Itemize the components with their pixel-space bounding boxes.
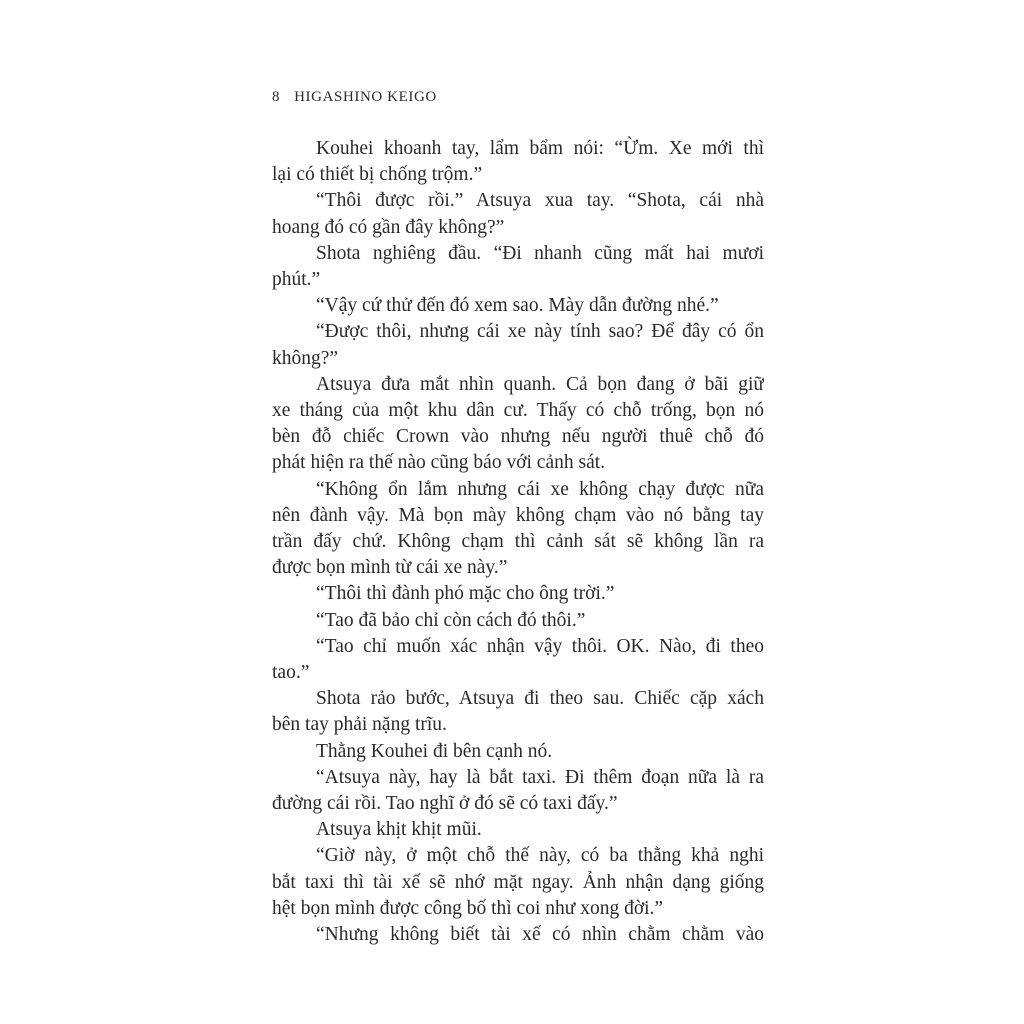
text-line: không?” bbox=[272, 347, 339, 369]
text-line: hoang đó có gần đây không?” bbox=[272, 216, 505, 238]
running-head bbox=[272, 89, 437, 106]
text-line: “Nhưng không biết tài xế có nhìn chằm chằm vào bbox=[316, 924, 764, 946]
text-line: phút.” bbox=[272, 269, 321, 291]
text-line: phát hiện ra thế nào cũng báo với cảnh sát. bbox=[272, 452, 606, 474]
text-line: “Được thôi, nhưng cái xe này tính sao? Để đây có ổn bbox=[316, 321, 764, 343]
text-line: Thằng Kouhei đi bên cạnh nó. bbox=[316, 740, 553, 762]
text-line: Atsuya đưa mắt nhìn quanh. Cả bọn đang ở bãi giữ bbox=[316, 373, 764, 395]
page-number: 8 bbox=[272, 89, 281, 105]
text-line: “Thôi được rồi.” Atsuya xua tay. “Shota, cái nhà bbox=[316, 190, 764, 212]
text-line: Atsuya khịt khịt mũi. bbox=[316, 819, 482, 841]
text-line: “Giờ này, ở một chỗ thế này, có ba thằng khả nghi bbox=[316, 845, 764, 867]
text-line: hệt bọn mình được công bố thì coi như xong đời.” bbox=[272, 897, 664, 919]
body-text bbox=[272, 136, 764, 948]
text-line: được bọn mình từ cái xe này.” bbox=[272, 557, 508, 579]
text-line: bên tay phải nặng trĩu. bbox=[272, 714, 447, 736]
text-line: đường cái rồi. Tao nghĩ ở đó sẽ có taxi đấy.” bbox=[272, 793, 618, 815]
text-line: “Tao chỉ muốn xác nhận vậy thôi. OK. Nào, đi theo bbox=[316, 635, 764, 657]
text-line: Shota nghiêng đầu. “Đi nhanh cũng mất hai mươi bbox=[316, 242, 764, 264]
text-line: lại có thiết bị chống trộm.” bbox=[272, 164, 483, 186]
text-line: “Atsuya này, hay là bắt taxi. Đi thêm đoạn nữa là ra bbox=[316, 766, 764, 788]
text-line: “Thôi thì đành phó mặc cho ông trời.” bbox=[316, 583, 615, 605]
text-line: “Vậy cứ thử đến đó xem sao. Mày dẫn đường nhé.” bbox=[316, 295, 719, 317]
text-line: “Tao đã bảo chỉ còn cách đó thôi.” bbox=[316, 609, 586, 631]
text-line: bèn đỗ chiếc Crown vào nhưng nếu người thuê chỗ đó bbox=[272, 426, 764, 448]
author-name: HIGASHINO KEIGO bbox=[294, 89, 437, 105]
text-line: “Không ổn lắm nhưng cái xe không chạy được nữa bbox=[316, 478, 764, 500]
text-line: nên đành vậy. Mà bọn mày không chạm vào nó bằng tay bbox=[272, 504, 764, 526]
text-line: bắt taxi thì tài xế sẽ nhớ mặt ngay. Ảnh nhận dạng giống bbox=[272, 871, 764, 893]
text-line: Shota rảo bước, Atsuya đi theo sau. Chiếc cặp xách bbox=[316, 688, 764, 710]
text-line: Kouhei khoanh tay, lẩm bẩm nói: “Ừm. Xe mới thì bbox=[316, 138, 764, 159]
text-line: trần đấy chứ. Không chạm thì cảnh sát sẽ không lần ra bbox=[272, 531, 764, 553]
text-line: xe tháng của một khu dân cư. Thấy có chỗ trống, bọn nó bbox=[272, 400, 764, 422]
text-line: tao.” bbox=[272, 662, 310, 684]
